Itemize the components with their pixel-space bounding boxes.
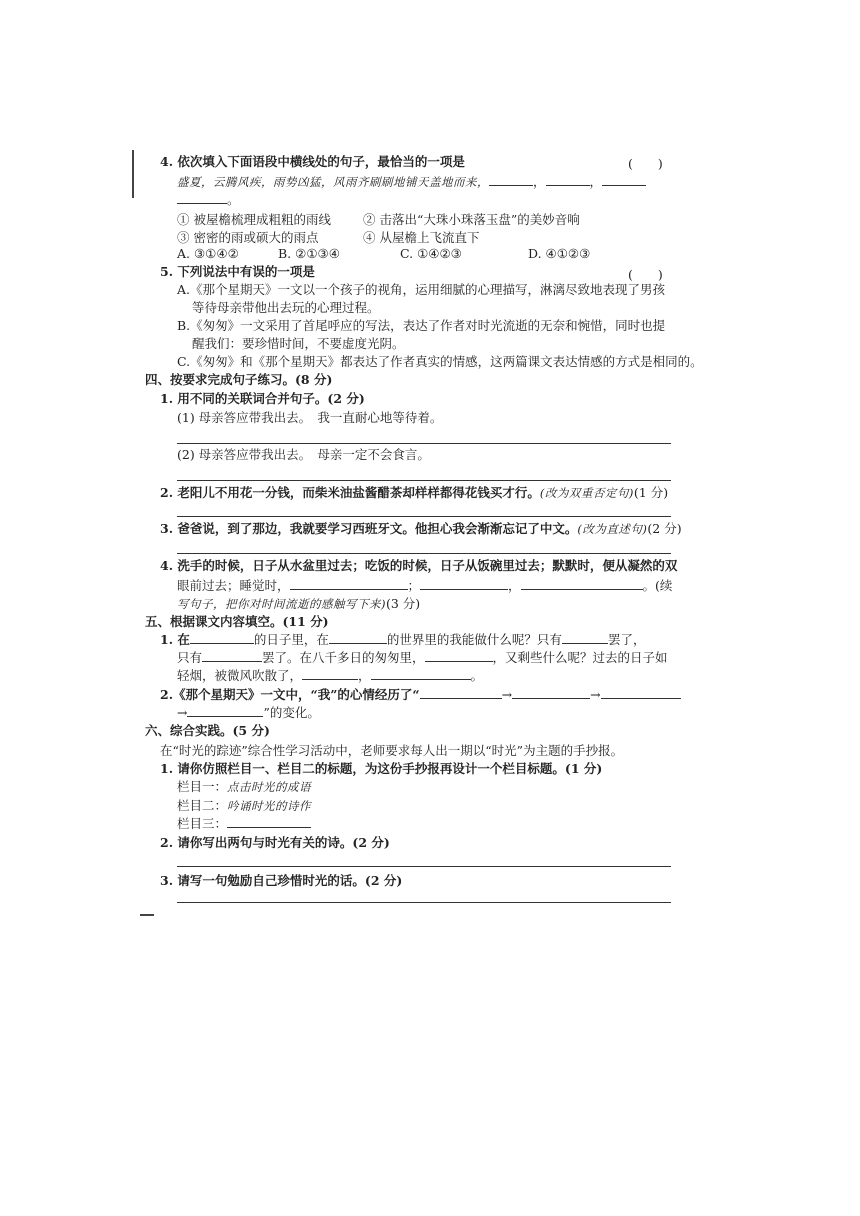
s5-q1-blank-2[interactable] bbox=[329, 631, 387, 644]
s4-q2-line bbox=[160, 484, 668, 502]
s5-q2-blank-4[interactable] bbox=[187, 704, 263, 717]
col2-value: 吟诵时光的诗作 bbox=[227, 799, 312, 813]
q5-option-b-cont: 醒我们：要珍惜时间，不要虚度光阴。 bbox=[192, 336, 405, 351]
s4-q4: 4. 洗手的时候，日子从水盆里过去；吃饭的时候，日子从饭碗里过去；默默时，便从凝然的双 bbox=[160, 558, 678, 573]
col3-label: 栏目三： bbox=[177, 816, 228, 831]
q4-item-1: ① 被屋檐梳理成粗粗的雨线 bbox=[177, 212, 331, 227]
q4-choice-a[interactable]: A. ③①④② bbox=[177, 246, 239, 261]
s6-q1: 1. 请你仿照栏目一、栏目二的标题，为这份手抄报再设计一个栏目标题。(1 分) bbox=[160, 761, 603, 776]
col1-label: 栏目一： bbox=[177, 779, 228, 794]
s5-q2: 2.《那个星期天》一文中，“我”的心情经历了“ bbox=[160, 687, 420, 702]
s4-q4-blank-2[interactable] bbox=[420, 577, 508, 590]
s5-q2-blank-3[interactable] bbox=[601, 686, 681, 699]
s4-q1b: (2) 母亲答应带我出去。 母亲一定不会食言。 bbox=[177, 447, 430, 462]
period: 。 bbox=[470, 668, 484, 683]
q4-choice-c[interactable]: C. ①④②③ bbox=[400, 246, 462, 261]
s6-col2 bbox=[177, 797, 311, 815]
s4-q4-score: (3 分) bbox=[386, 596, 421, 611]
s5-q1-blank-7[interactable] bbox=[371, 667, 471, 680]
text: 的日子里，在 bbox=[253, 632, 329, 647]
q4-passage-line bbox=[177, 173, 646, 191]
arrow-icon: → bbox=[177, 705, 188, 720]
q5-option-a[interactable]: A.《那个星期天》一文以一个孩子的视角，运用细腻的心理描写，淋漓尽致地表现了男孩 bbox=[177, 282, 666, 297]
s5-q1-blank-5[interactable] bbox=[425, 649, 493, 662]
s4-q3: 3. 爸爸说，到了那边，我就要学习西班牙文。他担心我会渐渐忘记了中文。 bbox=[160, 521, 578, 536]
text: 只有 bbox=[177, 650, 203, 665]
q4-choice-d[interactable]: D. ④①②③ bbox=[528, 246, 591, 261]
text: ，又剩些什么呢？过去的日子如 bbox=[492, 650, 668, 665]
q4-blank-2[interactable] bbox=[546, 173, 590, 186]
s5-q1-line-3 bbox=[177, 667, 483, 685]
s6-q3-answer-line[interactable] bbox=[177, 902, 671, 903]
semicolon: ； bbox=[407, 578, 421, 593]
s4-q3-answer-line[interactable] bbox=[177, 553, 671, 554]
s5-q1-start: 1. 在 bbox=[160, 632, 190, 647]
q5-option-c[interactable]: C.《匆匆》和《那个星期天》都表达了作者真实的情感，这两篇课文表达情感的方式是相同的。 bbox=[177, 354, 703, 369]
s4-q4-note: 写句子，把你对时间流逝的感触写下来) bbox=[177, 597, 386, 611]
comma: ， bbox=[508, 578, 521, 593]
s4-q4-end: 。(续 bbox=[642, 578, 673, 593]
s4-q4-line-1 bbox=[160, 557, 677, 575]
arrow-icon: → bbox=[590, 687, 601, 702]
s4-q4-blank-3[interactable] bbox=[521, 577, 643, 590]
q4-answer-paren[interactable]: ( ) bbox=[628, 156, 663, 171]
arrow-icon: → bbox=[501, 687, 513, 702]
s4-q2: 2. 老阳儿不用花一分钱，而柴米油盐酱醋茶却样样都得花钱买才行。 bbox=[160, 485, 540, 500]
text: 罢了。在八千多日的匆匆里， bbox=[262, 650, 425, 665]
s5-q1-line-1 bbox=[160, 631, 645, 649]
s5-q1-blank-1[interactable] bbox=[190, 631, 254, 644]
q4-blank-3[interactable] bbox=[602, 173, 646, 186]
text: ”的变化。 bbox=[263, 705, 320, 720]
s4-q2-note: (改为双重否定句) bbox=[539, 486, 634, 500]
s4-q4-line-3 bbox=[177, 595, 420, 613]
s5-q1-blank-6[interactable] bbox=[302, 667, 358, 680]
q5-option-b[interactable]: B.《匆匆》一文采用了首尾呼应的写法，表达了作者对时光流逝的无奈和惋惜，同时也提 bbox=[177, 318, 666, 333]
q5-option-a-cont: 等待母亲带他出去玩的心理过程。 bbox=[192, 300, 380, 315]
col1-value: 点击时光的成语 bbox=[227, 780, 312, 794]
s4-q3-score: (2 分) bbox=[647, 521, 682, 536]
s5-q1-line-2 bbox=[177, 649, 668, 667]
q4-item-2: ② 击落出“大珠小珠落玉盘”的美妙音响 bbox=[363, 212, 580, 227]
margin-rule bbox=[132, 150, 134, 198]
s5-q2-blank-2[interactable] bbox=[512, 686, 590, 699]
q5-stem: 5. 下列说法中有误的一项是 bbox=[160, 264, 315, 279]
q4-stem: 4. 依次填入下面语段中横线处的句子，最恰当的一项是 bbox=[160, 154, 465, 169]
s6-col1 bbox=[177, 778, 311, 796]
s4-q1: 1. 用不同的关联词合并句子。(2 分) bbox=[160, 391, 365, 406]
s6-q2: 2. 请你写出两句与时光有关的诗。(2 分) bbox=[160, 835, 390, 850]
s5-q2-blank-1[interactable] bbox=[420, 686, 502, 699]
s4-q1a-answer-line[interactable] bbox=[177, 443, 671, 444]
s4-q2-score: (1 分) bbox=[633, 485, 669, 500]
q4-passage-line-2 bbox=[177, 191, 240, 209]
s6-intro: 在“时光的踪迹”综合性学习活动中，老师要求每人出一期以“时光”为主题的手抄报。 bbox=[160, 743, 624, 758]
q4-blank-1[interactable] bbox=[489, 173, 533, 186]
q4-item-4: ④ 从屋檐上飞流直下 bbox=[363, 230, 480, 245]
q4-passage: 盛夏，云腾风疾，雨势凶猛，风雨齐刷刷地铺天盖地而来， bbox=[177, 175, 489, 189]
q4-item-3: ③ 密密的雨或硕大的雨点 bbox=[177, 230, 319, 245]
s6-q3: 3. 请写一句勉励自己珍惜时光的话。(2 分) bbox=[160, 873, 403, 888]
section-5-title: 五、根据课文内容填空。(11 分) bbox=[145, 614, 329, 629]
col2-label: 栏目二： bbox=[177, 798, 228, 813]
s6-col3 bbox=[177, 815, 311, 833]
text: 罢了， bbox=[607, 632, 646, 647]
comma: ， bbox=[533, 174, 546, 189]
s5-q1-blank-3[interactable] bbox=[562, 631, 608, 644]
s4-q1b-answer-line[interactable] bbox=[177, 480, 671, 481]
s5-q2-line-2 bbox=[177, 704, 320, 722]
s4-q1a: (1) 母亲答应带我出去。 我一直耐心地等待着。 bbox=[177, 410, 443, 425]
period: 。 bbox=[227, 192, 240, 207]
section-4-title: 四、按要求完成句子练习。(8 分) bbox=[145, 372, 333, 387]
s5-q1-blank-4[interactable] bbox=[202, 649, 262, 662]
text: 的世界里的我能做什么呢？只有 bbox=[386, 632, 562, 647]
s5-q2-line-1 bbox=[160, 686, 681, 704]
s6-col3-blank[interactable] bbox=[227, 815, 311, 828]
section-6-title: 六、综合实践。(5 分) bbox=[145, 723, 270, 738]
s4-q3-line bbox=[160, 520, 682, 538]
text: 轻烟，被微风吹散了， bbox=[177, 668, 303, 683]
comma: ， bbox=[589, 174, 603, 189]
s6-q2-answer-line[interactable] bbox=[177, 866, 671, 867]
q4-blank-4[interactable] bbox=[177, 191, 227, 204]
s4-q4-cont: 眼前过去；睡觉时， bbox=[177, 578, 290, 593]
q4-choice-b[interactable]: B. ②①③④ bbox=[278, 246, 340, 261]
s4-q4-line-2 bbox=[177, 577, 672, 595]
comma: ， bbox=[358, 668, 371, 683]
s4-q4-blank-1[interactable] bbox=[290, 577, 408, 590]
s4-q2-answer-line[interactable] bbox=[177, 516, 671, 517]
footer-rule bbox=[140, 914, 154, 916]
s4-q3-note: (改为直述句) bbox=[577, 522, 648, 536]
q5-answer-paren[interactable]: ( ) bbox=[628, 267, 663, 282]
